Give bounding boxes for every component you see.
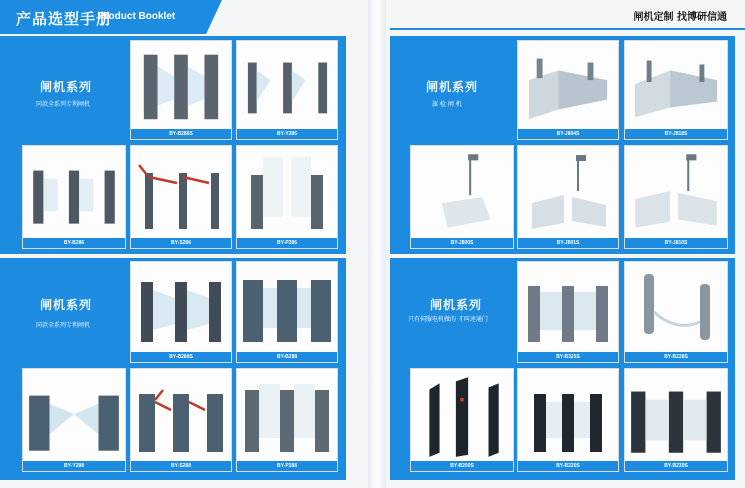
product-card[interactable] <box>130 40 232 140</box>
gate-image <box>23 146 125 238</box>
product-model-label: BY-J800S <box>411 238 513 248</box>
product-card[interactable] <box>22 145 126 249</box>
product-model-label: BY-B239S <box>625 461 727 471</box>
booklet-title-cn: 产品选型手册 <box>16 10 113 28</box>
booklet-header-tab <box>0 0 200 34</box>
gate-image <box>23 369 125 461</box>
product-card[interactable] <box>517 368 619 472</box>
gate-image <box>625 41 727 129</box>
product-card[interactable] <box>624 261 728 363</box>
product-model-label: BY-P288 <box>237 461 337 471</box>
gate-image <box>518 146 618 238</box>
product-card[interactable] <box>236 368 338 472</box>
product-model-label: BY-B286 <box>23 238 125 248</box>
product-card[interactable] <box>624 40 728 140</box>
product-model-label: BY-B200S <box>411 461 513 471</box>
product-card[interactable] <box>130 145 232 249</box>
gate-image <box>237 262 337 352</box>
product-model-label: BY-S286 <box>131 238 231 248</box>
product-model-label: BY-J804S <box>518 129 618 139</box>
product-model-label: BY-B288 <box>237 352 337 362</box>
product-card[interactable] <box>22 368 126 472</box>
gate-image <box>131 41 231 129</box>
product-card[interactable] <box>236 40 338 140</box>
product-model-label: BY-S288 <box>131 461 231 471</box>
product-card[interactable] <box>624 368 728 472</box>
gate-image <box>625 369 727 461</box>
product-model-label: BY-J818S <box>625 129 727 139</box>
gate-image <box>518 41 618 129</box>
gate-image <box>131 369 231 461</box>
product-model-label: BY-B220S <box>518 461 618 471</box>
product-model-label: BY-B325S <box>518 352 618 362</box>
gate-image <box>518 262 618 352</box>
panel-1-subtitle: 同款全系列专利闸机 <box>36 101 91 108</box>
panel-2-subtitle: 同款全系列专利闸机 <box>36 322 91 329</box>
panel-2-title: 闸机系列 <box>40 298 93 312</box>
gate-image <box>237 41 337 129</box>
product-card[interactable] <box>517 40 619 140</box>
gate-image <box>237 146 337 238</box>
product-card[interactable] <box>130 368 232 472</box>
product-card[interactable] <box>624 145 728 249</box>
gate-image <box>131 146 231 238</box>
booklet-title-en: Product Booklet <box>98 11 176 22</box>
product-card[interactable] <box>517 261 619 363</box>
product-card[interactable] <box>236 261 338 363</box>
gate-image <box>237 369 337 461</box>
panel-4-title: 闸机系列 <box>430 298 483 312</box>
gate-image <box>625 146 727 238</box>
product-card[interactable] <box>410 145 514 249</box>
gate-image <box>411 146 513 238</box>
product-model-label: BY-J801S <box>518 238 618 248</box>
gate-image <box>625 262 727 352</box>
panel-4-subtitle: 只有伺服电机做的 才叫速通门 <box>408 316 488 323</box>
product-model-label: BY-Y288 <box>23 461 125 471</box>
gate-image <box>518 369 618 461</box>
panel-3-title: 闸机系列 <box>426 80 479 94</box>
product-model-label: BY-B286S <box>131 129 231 139</box>
product-model-label: BY-Y286 <box>237 129 337 139</box>
slogan: 闸机定制 找博研信通 <box>633 12 727 23</box>
gate-image <box>131 262 231 352</box>
panel-1-title: 闸机系列 <box>40 80 93 94</box>
product-model-label: BY-B228S <box>625 352 727 362</box>
product-card[interactable] <box>130 261 232 363</box>
page-spine <box>368 0 386 488</box>
product-model-label: BY-P286 <box>237 238 337 248</box>
header-divider <box>390 28 745 30</box>
product-card[interactable] <box>236 145 338 249</box>
product-card[interactable] <box>410 368 514 472</box>
product-model-label: BY-J810S <box>625 238 727 248</box>
gate-image <box>411 369 513 461</box>
panel-3-subtitle: 旗 检 闸 机 <box>432 101 462 108</box>
product-model-label: BY-B288S <box>131 352 231 362</box>
product-card[interactable] <box>517 145 619 249</box>
